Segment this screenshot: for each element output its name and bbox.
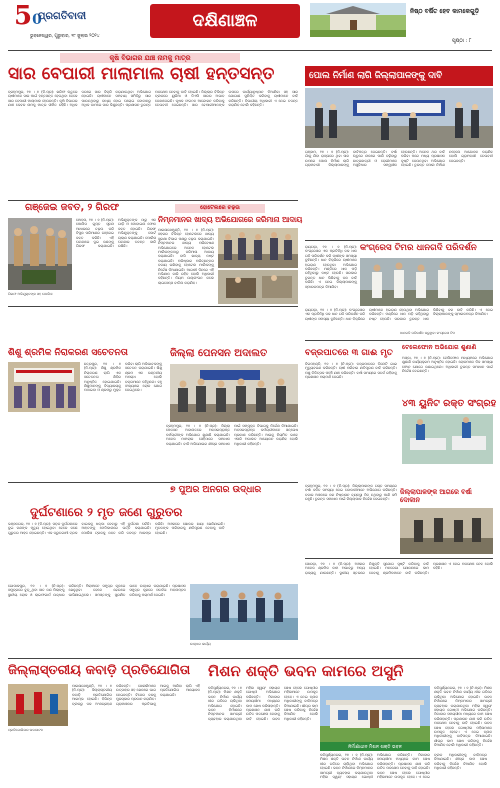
paper-name: ପ୍ରଗତିବାଦୀ <box>38 11 87 22</box>
ganja-photo-art <box>8 218 72 290</box>
congress-body-2: ରାୟଗଡ଼ା, ୧୭ । ୭ (ନି.ପ୍ର): କଂଗ୍ରେସର ଏକ ପ୍ରତିନିଧି ଦଳ ଧାନ ଗଦି ପରିଦର୍ଶନ କରି ଚାଷୀଙ୍କ ସମସ୍ୟା ବୁଝିଛନ୍ତି। ଧାନ ବିକ୍ରିରେ ଚାଷୀମାନେ ହଇରାଣ ହେଉଥିବା ଅଭିଯୋଗ କରିଛନ୍ତି। ମଣ୍ଡିରେ ଧାନ ପଡ଼ି ରହିଥିବାରୁ ନଷ୍ଟ ହେଉଛି। ସରକାର ତୁରନ୍ତ ଧାନ କିଣିବାକୁ ଦଳ ଦାବି କରିଛି। ଏ ନେଇ ଜିଲ୍ଲାପାଳଙ୍କୁ ସ୍ମାରକପତ୍ର ଦିଆଯିବ। <box>305 308 493 321</box>
recent-headline: ଜିଲ୍ଲାପାଳଙ୍କ ଆଗରେ ବର୍ଷା ଦୋକାନ <box>400 488 472 504</box>
congress-headline: କଂଗ୍ରେସ ଟିମର ଧାନଗଦି ପରିଦର୍ଶନ <box>360 243 477 253</box>
bridge-body: ଗଞ୍ଜାମ, ୧୭ । ୭ (ନି.ପ୍ର): ଗାଁକୁ ଯିବା ରାସ୍ତାରେ ଥିବା ନାଳ ଉପରେ ପୋଲ ନିର୍ମାଣ ଲାଗି ଗ୍ରାମବାସୀ ଜିଲ୍ଲାପାଳଙ୍କୁ ଦାବିପତ୍ର ଦେଇଛନ୍ତି। ବର୍ଷା ଋତୁରେ ନାଳରେ ପାଣି ବଢ଼ିବାରୁ ଛାତ୍ରଛାତ୍ରୀ ଓ ରୋଗୀମାନେ ଅସୁବିଧାର ସମ୍ମୁଖୀନ ହେଉଛନ୍ତି। ଅନେକ ଥର ଦାବି କରିବା ପରେ ମଧ୍ୟ ପ୍ରଶାସନ ଦୃଷ୍ଟି ଦେଉନଥିବା ଅଭିଯୋଗ ହୋଇଛି। ତୁରନ୍ତ ପୋଲ ନିର୍ମାଣ ନହେଲେ ଆନ୍ଦୋଳନ କରାଯିବ ବୋଲି ଗ୍ରାମବାସୀ ଚେତାବନୀ ଦେଇଛନ୍ତି। <box>305 150 493 168</box>
rescue-photo-art <box>190 584 298 640</box>
blood-headline: ୪୩ ୟୁନିଟ ରକ୍ତ ସଂଗ୍ରହ <box>402 398 497 409</box>
bridge-banner <box>305 66 493 86</box>
kabaddi-photo-art <box>8 684 68 726</box>
mission-photo <box>320 686 430 742</box>
rule-congress <box>305 240 493 241</box>
injured-body: ଦିଗପହଣ୍ଡି, ୧୭ । ୭ (ନି.ପ୍ର): ବଜ୍ରପାତରେ ତିନୋଟି ଗାଈ ମୃତ୍ୟୁବରଣ କରିଛନ୍ତି। ଚାଷୀ ପରିବାର କ୍ଷତିପୂରଣ ଦାବି କରିଛନ୍ତି। ପଶୁ ଚିକିତ୍ସକ ପହଞ୍ଚି ଯାଞ୍ଚ କରିଛନ୍ତି। ବର୍ଷା ସମୟରେ ସତର୍କ ରହିବାକୁ ପ୍ରଶାସନ ପରାମର୍ଶ ଦେଇଛି। <box>305 362 397 380</box>
child-photo-art <box>8 362 80 412</box>
kicker-top <box>60 53 240 63</box>
child-body: ଛତ୍ରପୁର, ୧୭ । ୭ (ନି.ପ୍ର): ଶିଶୁ ଶ୍ରମିକ ନିରାକରଣ ଲାଗି ଏକ ସଚେତନତା ଶିବିର ଅନୁଷ୍ଠିତ ହୋଇଯାଇଛି। ଶିଶୁମାନଙ୍କୁ ବିଦ୍ୟାଳୟକୁ ପଠାଇବା ଓ ଶ୍ରମରୁ ମୁକ୍ତ କରିବା ଲାଗି ଅଭିଭାବକଙ୍କୁ ସଚେତନ କରାଯାଇଛି। ଶିଶୁ ଶ୍ରମ ଏକ ଦଣ୍ଡନୀୟ ଅପରାଧ ବୋଲି ବକ୍ତାମାନେ କହିଥିଲେ। ବହୁ ସଂଖ୍ୟାରେ ଲୋକ ଯୋଗ ଦେଇଥିଲେ। <box>84 362 162 393</box>
workers-body: ସୋରଡ଼ା, ୧୭ । ୭ (ନି.ପ୍ର): ଅଞ୍ଚଳର ଅନେକ ଶ୍ରମିକ କାମ ଅଭାବରୁ ଅନ୍ୟ ରାଜ୍ୟକୁ ଯାଉଛନ୍ତି। ସ୍ଥାନୀୟ ସ୍ତରରେ ନିଯୁକ୍ତି ସୁଯୋଗ ସୃଷ୍ଟି କରିବାକୁ ଦାବି ହୋଇଛି। ମନରେଗା ଯୋଜନାରେ କାମ ଦେବାକୁ ଶ୍ରମିକମାନେ ଦାବି କରିଛନ୍ତି। ପ୍ରଶାସନ ଏ ନେଇ ପଦକ୍ଷେପ ନେବ ବୋଲି କହିଛି। <box>305 562 493 575</box>
congress-photo-art <box>360 258 493 306</box>
page-number: ପୃଷ୍ଠା : ୮ <box>452 38 472 44</box>
pension-photo-art <box>170 364 298 422</box>
blood-photo <box>402 414 493 464</box>
lead-body: ବ୍ରହ୍ମପୁର, ୧୭ । ୭ (ନି.ପ୍ର): ଖରିଫ ଋତୁରେ ଚାଷୀମାନେ ସାର ପାଇଁ ହନ୍ତସନ୍ତ ହେଉଥିବା ବେଳେ ସାର ବେପାରୀ ମାଲାମାଲ ହେଉଛନ୍ତି। କୃଷି ବିଭାଗର ଯାଞ୍ଚ କେବଳ ନାମକୁ ମାତ୍ର ସୀମିତ ରହିଛି। ଅଧିକ ଦରରେ ସାର ବିକ୍ରି କରାଯାଉଥିବା ଅଭିଯୋଗ ହୋଇଛି। ଚାଷୀମାନେ ସମବାୟ ସମିତିରୁ ସାର ପାଉନଥିବାରୁ ବାଧ୍ୟ ହୋଇ ଘରୋଇ ଦୋକାନରୁ ଅଧିକ ଦାମରେ ସାର କିଣୁଛନ୍ତି। ପ୍ରଶାସନ ତୁରନ୍ତ ପଦକ୍ଷେପ ନେବାକୁ ଦାବି ହୋଇଛି। ଜିଲ୍ଲାର ବିଭିନ୍ନ ବ୍ଲକରେ ୟୁରିଆ ଓ ଡିଏପି ସାରର ଅଭାବ ଦେଖାଦେଇଛି। କୃଷକ ସଂଗଠନ ଆନ୍ଦୋଳନ କରିବାକୁ ଚେତାବନୀ ଦେଇଛନ୍ତି। ସାର ବେପାରୀମାନଙ୍କ ଉପରେ କାର୍ଯ୍ୟାନୁଷ୍ଠାନ ନିଆଯିବା ସହ ସାର ଯୋଗାଣ ସୁନିଶ୍ଚିତ କରିବାକୁ ଚାଷୀମାନେ ଦାବି କରିଛନ୍ତି। ବିଭାଗୀୟ ଅଧିକାରୀ ଏ ନେଇ ତଦନ୍ତ କରାଯିବ ବୋଲି କହିଛନ୍ତି। <box>8 90 298 108</box>
accident-headline: ଦୁର୍ଘଟଣାରେ ୨ ମୃତ ଜଣେ ଗୁରୁତର <box>30 505 183 519</box>
mission-body-3: କବିସୂର୍ଯ୍ୟନଗର, ୧୭ । ୭ (ନି.ପ୍ର): ମିଶନ ଶକ୍ତି ଭବନ ନିର୍ମାଣ କାର୍ଯ୍ୟ ଧୀର ଗତିରେ ଚାଲିଥିବା ଅଭିଯୋଗ ହୋଇଛି। ଭବନ ନିର୍ମାଣରେ ନିମ୍ନମାନର ସାମଗ୍ରୀ ବ୍ୟବହାର କରାଯାଉଥିବା ମହିଳା ସ୍ୱୟଂ ସହାୟକ ଗୋଷ୍ଠୀ ଅଭିଯୋଗ କରିଛନ୍ତି। ଠିକାଦାର ସମୟସୀମା ମଧ୍ୟରେ କାମ ଶେଷ କରିନାହାନ୍ତି। ପ୍ରଶାସନ ଯାଞ୍ଚ କରି ଉଚିତ ପଦକ୍ଷେପ ନେବାକୁ ଦାବି ହୋଇଛି। ଭବନ ଶେଷ ହେଲେ ଗୋଷ୍ଠୀର ମହିଳାମାନେ ଉପକୃତ ହେବେ। ଏ ନେଇ ବ୍ଲକ ଅଧିକାରୀଙ୍କୁ ଦାବିପତ୍ର ଦିଆଯାଇଛି। ଶୀଘ୍ର କାମ ଶେଷ କରିବାକୁ ନିର୍ଦ୍ଦେଶ ଦିଆଯିବ ବୋଲି ଅଧିକାରୀ କହିଛନ୍ତି। <box>434 686 492 748</box>
mission-caption: ନିର୍ମାଣାଧୀନ ମିଶନ ଶକ୍ତି ଭବନ <box>348 744 402 750</box>
mission-headline: ମିଶନ ଶକ୍ତି ଭବନ କାମରେ ଅସୁନି <box>208 662 404 680</box>
section-banner <box>150 4 300 38</box>
masthead <box>0 0 500 50</box>
food-photo-2 <box>218 270 298 304</box>
kabaddi-caption: ପ୍ରତିଯୋଗିତାର ଉଦଘାଟନ <box>8 728 43 732</box>
ad-photo <box>310 3 406 37</box>
kabaddi-photo <box>8 684 68 726</box>
blood-photo-art <box>402 414 493 464</box>
dateline: ଭୁବନେଶ୍ୱର, ଗୁରୁବାର, ୧୮ ଜୁଲାଇ ୨୦୨୪ <box>30 34 100 39</box>
food-photo-art <box>218 228 298 268</box>
bridge-photo-art <box>305 88 493 148</box>
congress-photo <box>360 258 493 306</box>
food-photo <box>218 228 298 268</box>
congress-body: ରାୟଗଡ଼ା, ୧୭ । ୭ (ନି.ପ୍ର): କଂଗ୍ରେସର ଏକ ପ୍ରତିନିଧି ଦଳ ଧାନ ଗଦି ପରିଦର୍ଶନ କରି ଚାଷୀଙ୍କ ସମସ୍ୟା ବୁଝିଛନ୍ତି। ଧାନ ବିକ୍ରିରେ ଚାଷୀମାନେ ହଇରାଣ ହେଉଥିବା ଅଭିଯୋଗ କରିଛନ୍ତି। ମଣ୍ଡିରେ ଧାନ ପଡ଼ି ରହିଥିବାରୁ ନଷ୍ଟ ହେଉଛି। ସରକାର ତୁରନ୍ତ ଧାନ କିଣିବାକୁ ଦଳ ଦାବି କରିଛି। ଏ ନେଇ ଜିଲ୍ଲାପାଳଙ୍କୁ ସ୍ମାରକପତ୍ର ଦିଆଯିବ। <box>305 245 357 289</box>
hotel-kicker-text: ହୋଟେଲରେ ଚଢ଼ଉ <box>200 205 240 211</box>
kabaddi-headline: ଜିଲ୍ଲାସ୍ତରୀୟ କବାଡ଼ି ପ୍ରତିଯୋଗିତା <box>8 663 191 678</box>
congress-caption: ଧାନଗଦି ପରିଦର୍ଶନ କରୁଥିବା କଂଗ୍ରେସ ଟିମ <box>400 331 455 335</box>
child-headline: ଶିଶୁ ଶ୍ରମିକ ନିରାକରଣ ସଚେତନତା <box>8 348 128 358</box>
lead-headline: ସାର ବେପାରୀ ମାଲାମାଲ ଚାଷୀ ହନ୍ତସନ୍ତ <box>8 64 275 84</box>
hotel-kicker <box>175 204 265 213</box>
rescue-headline: ୭ ପୁଅର ଅନଗର ଉଦ୍ଧାର <box>170 485 262 495</box>
rule-child <box>8 306 298 307</box>
child-photo <box>8 362 80 412</box>
ganja-caption: ଗିରଫ ଅଭିଯୁକ୍ତଙ୍କ ସହ ପୋଲିସ <box>8 292 53 296</box>
pension-body: ବ୍ରହ୍ମପୁର, ୧୭ । ୭ (ନି.ପ୍ର): ଜିଲ୍ଲା ପେନସନ ଅଦାଲତରେ ଅବସରପ୍ରାପ୍ତ କର୍ମଚାରୀଙ୍କ ଅଭିଯୋଗ ଶୁଣାଣି କରାଯାଇଛି। ଅନେକ ମାମଲାର ସେହିଠାରେ ସମାଧାନ କରାଯାଇଛି। ବାକି ଅଭିଯୋଗର ଶୀଘ୍ର ସମାଧାନ ପାଇଁ ସମ୍ପୃକ୍ତ ବିଭାଗକୁ ନିର୍ଦ୍ଦେଶ ଦିଆଯାଇଛି। ଅବସରପ୍ରାପ୍ତ କର୍ମଚାରୀମାନେ ସନ୍ତୋଷ ପ୍ରକାଶ କରିଛନ୍ତି। ଆଗକୁ ନିୟମିତ ଭାବେ ଏପରି ଅଦାଲତ ଆୟୋଜନ କରାଯିବ ବୋଲି ଅଧିକାରୀ କହିଛନ୍ତି। <box>166 424 298 446</box>
mission-caption-bar <box>320 742 430 751</box>
recent-photo-art <box>400 508 493 554</box>
kabaddi-body: ପାରଳାଖେମୁଣ୍ଡି, ୧୭ । ୭ (ନି.ପ୍ର): ଜିଲ୍ଲାସ୍ତରୀୟ କବାଡ଼ି ପ୍ରତିଯୋଗିତା ଆରମ୍ଭ ହୋଇଛି। ବିଭିନ୍ନ ବ୍ଲକରୁ ଦଳ ଅଂଶଗ୍ରହଣ କରିଛନ୍ତି। ଖେଳାଳିମାନେ ଉତ୍ସାହର ସହ ଖେଳରେ ଭାଗ ନେଇଛନ୍ତି। ବିଜେତା ଦଳକୁ ପୁରସ୍କାର ପ୍ରଦାନ କରାଯିବ। ଗ୍ରାମାଞ୍ଚଳର ପ୍ରତିଭାକୁ ଆଗକୁ ଆଣିବା ଲାଗି ଏହି ପ୍ରତିଯୋଗିତା ଆୟୋଜନ କରାଯାଇଛି। <box>72 684 200 706</box>
pension-photo <box>170 364 298 422</box>
food-body-left: ପାରଳାଖେମୁଣ୍ଡି, ୧୭ । ୭ (ନି.ପ୍ର): ସହରର ବିଭିନ୍ନ ହୋଟେଲରେ ଖାଦ୍ୟ ସୁରକ୍ଷା ବିଭାଗ ପକ୍ଷରୁ ଚଢ଼ଉ କରାଯାଇଛି। ନିମ୍ନମାନର ଖାଦ୍ୟ ପରିବେଷଣ ଅଭିଯୋଗରେ ଅନେକ ହୋଟେଲ ମାଲିକଙ୍କଠାରୁ ଜରିମାନା ଆଦାୟ କରାଯାଇଛି। ବାସି ଖାଦ୍ୟ ନଷ୍ଟ କରାଯାଇଛି। ପରିଷ୍କାର ପରିଚ୍ଛନ୍ନତା ବଜାୟ ରଖିବାକୁ ହୋଟେଲ ମାଲିକଙ୍କୁ ନିର୍ଦ୍ଦେଶ ଦିଆଯାଇଛି। ଆଗାମୀ ଦିନରେ ଏହି ଅଭିଯାନ ଜାରି ରହିବ ବୋଲି ଅଧିକାରୀ କହିଛନ୍ତି। ନିୟମ ଉଲ୍ଲଂଘନ କଲେ ଲାଇସେନ୍ସ ବାତିଲ କରାଯିବ। <box>158 228 214 285</box>
kicker-top-text: କୃଷି ବିଭାଗର ଯାଞ୍ଚ ନାମକୁ ମାତ୍ର <box>109 53 191 62</box>
mission-photo-art <box>320 686 430 742</box>
tele-body: ଅସ୍କା, ୧୭ । ୭ (ନି.ପ୍ର): ଟେଲିଫୋନ ମାଧ୍ୟମରେ ଅଭିଯୋଗ ଶୁଣାଣି କାର୍ଯ୍ୟକ୍ରମ ଅନୁଷ୍ଠିତ ହୋଇଛି। ଲୋକମାନେ ନିଜ ସମସ୍ୟା ଫୋନ ଯୋଗେ ଜଣାଇଥିଲେ। ଅଧିକାରୀ ତୁରନ୍ତ ସମାଧାନ ପାଇଁ ନିର୍ଦ୍ଦେଶ ଦେଇଛନ୍ତି। <box>402 356 493 374</box>
rescue-photo <box>190 584 298 640</box>
rule-right-mid <box>305 340 493 341</box>
ad-photo-art <box>310 3 406 37</box>
tele-headline: ଟେଲେଫୋନ ଅଭିଯୋଗ ଶୁଣାଣି <box>402 344 477 351</box>
rule-kabaddi <box>8 658 492 659</box>
food-headline: ନିମ୍ନମାନର ଖାଦ୍ୟ ଅଭିଯୋଗରେ ଜରିମାନା ଆଦାୟ <box>158 215 303 224</box>
accident-body: ଭଞ୍ଜନଗର, ୧୭ । ୭ (ନି.ପ୍ର): ସଡ଼କ ଦୁର୍ଘଟଣାରେ ଦୁଇ ଜଣଙ୍କ ମୃତ୍ୟୁ ହୋଇଥିବା ବେଳେ ଜଣେ ଗୁରୁତର ଆହତ ହୋଇଛନ୍ତି। ଏକ ଦ୍ରୁତଗାମୀ ଟ୍ରକ ବାଇକକୁ ଧକ୍କା ଦେବାରୁ ଏହି ଦୁର୍ଘଟଣା ଘଟିଛି। ଆହତଙ୍କୁ ମେଡିକାଲରେ ଭର୍ତ୍ତି କରାଯାଇଛି। ପୋଲିସ ଟ୍ରକକୁ ଜବତ କରି ତଦନ୍ତ ଆରମ୍ଭ କରିଛି। ଅଞ୍ଚଳରେ ଶୋକର ଛାୟା ଖେଳିଯାଇଛି। ମୃତକଙ୍କ ପରିବାରକୁ କ୍ଷତିପୂରଣ ଦେବାକୁ ଦାବି ହୋଇଛି। <box>8 522 225 535</box>
bridge-headline: ପୋଲ ନିର୍ମାଣ ଲାଗି ଜିଲ୍ଲାପାଳଙ୍କୁ ଦାବି <box>309 71 443 81</box>
masthead-rule <box>8 50 492 51</box>
food-photo-2-art <box>218 270 298 304</box>
recent-photo <box>400 508 493 554</box>
mission-body-2: କବିସୂର୍ଯ୍ୟନଗର, ୧୭ । ୭ (ନି.ପ୍ର): ମିଶନ ଶକ୍ତି ଭବନ ନିର୍ମାଣ କାର୍ଯ୍ୟ ଧୀର ଗତିରେ ଚାଲିଥିବା ଅଭିଯୋଗ ହୋଇଛି। ଭବନ ନିର୍ମାଣରେ ନିମ୍ନମାନର ସାମଗ୍ରୀ ବ୍ୟବହାର କରାଯାଉଥିବା ମହିଳା ସ୍ୱୟଂ ସହାୟକ ଗୋଷ୍ଠୀ ଅଭିଯୋଗ କରିଛନ୍ତି। ଠିକାଦାର ସମୟସୀମା ମଧ୍ୟରେ କାମ ଶେଷ କରିନାହାନ୍ତି। ପ୍ରଶାସନ ଯାଞ୍ଚ କରି ଉଚିତ ପଦକ୍ଷେପ ନେବାକୁ ଦାବି ହୋଇଛି। ଭବନ ଶେଷ ହେଲେ ଗୋଷ୍ଠୀର ମହିଳାମାନେ ଉପକୃତ ହେବେ। ଏ ନେଇ ବ୍ଲକ ଅଧିକାରୀଙ୍କୁ ଦାବିପତ୍ର ଦିଆଯାଇଛି। ଶୀଘ୍ର କାମ ଶେଷ କରିବାକୁ ନିର୍ଦ୍ଦେଶ ଦିଆଯିବ ବୋଲି ଅଧିକାରୀ କହିଛନ୍ତି। <box>320 753 487 780</box>
ganja-headline: ଗଞ୍ଜେଇ ଜବତ, ୨ ଗିରଫ <box>25 202 120 213</box>
mission-body: କବିସୂର୍ଯ୍ୟନଗର, ୧୭ । ୭ (ନି.ପ୍ର): ମିଶନ ଶକ୍ତି ଭବନ ନିର୍ମାଣ କାର୍ଯ୍ୟ ଧୀର ଗତିରେ ଚାଲିଥିବା ଅଭିଯୋଗ ହୋଇଛି। ଭବନ ନିର୍ମାଣରେ ନିମ୍ନମାନର ସାମଗ୍ରୀ ବ୍ୟବହାର କରାଯାଉଥିବା ମହିଳା ସ୍ୱୟଂ ସହାୟକ ଗୋଷ୍ଠୀ ଅଭିଯୋଗ କରିଛନ୍ତି। ଠିକାଦାର ସମୟସୀମା ମଧ୍ୟରେ କାମ ଶେଷ କରିନାହାନ୍ତି। ପ୍ରଶାସନ ଯାଞ୍ଚ କରି ଉଚିତ ପଦକ୍ଷେପ ନେବାକୁ ଦାବି ହୋଇଛି। ଭବନ ଶେଷ ହେଲେ ଗୋଷ୍ଠୀର ମହିଳାମାନେ ଉପକୃତ ହେବେ। ଏ ନେଇ ବ୍ଲକ ଅଧିକାରୀଙ୍କୁ ଦାବିପତ୍ର ଦିଆଯାଇଛି। ଶୀଘ୍ର କାମ ଶେଷ କରିବାକୁ ନିର୍ଦ୍ଦେଶ ଦିଆଯିବ ବୋଲି ଅଧିକାରୀ କହିଛନ୍ତି। <box>208 686 318 721</box>
rule-accident <box>8 482 298 483</box>
section-title: ଦକ୍ଷିଣାଞ୍ଚଳ <box>192 11 258 31</box>
ganja-photo <box>8 218 72 290</box>
ad-text: ନିଷ୍ଠ ବର୍ଷିତ ହେବ କାମକେଗୁଡ଼ି <box>410 8 480 15</box>
rescue-body: ଗୋପାଳପୁର, ୧୭ । ୭ (ନି.ପ୍ର): ସମୁଦ୍ରରେ ବୁଡ଼ୁଥିବା ସାତ ଜଣ ପିଲାଙ୍କୁ ସ୍ଥାନୀୟ ଲୋକ ଓ ଲାଇଫଗାର୍ଡ ଉଦ୍ଧାର କରିଛନ୍ତି। ପିଲାମାନେ ସମୁଦ୍ର କୂଳରେ ଖେଳୁଥିବା ବେଳେ ଢେଉରେ ଭାସିଯାଇଥିଲେ। ସମସ୍ତଙ୍କୁ ସୁରକ୍ଷିତ ଭାବେ ଉଦ୍ଧାର କରାଯାଇଛି। ପ୍ରଶାସନ ସମୁଦ୍ର କୂଳରେ ସତର୍କତା ଅବଲମ୍ବନ କରିବାକୁ ପରାମର୍ଶ ଦେଇଛି। <box>8 584 186 597</box>
ganja-body: ମୋହନା, ୧୭ । ୭ (ନି.ପ୍ର): ପୋଲିସ ଗୁପ୍ତ ସୂଚନା ଆଧାରରେ ଚଢ଼ଉ କରି ବିପୁଳ ପରିମାଣର ଗଞ୍ଜେଇ ଜବତ କରିଛି। ଏହି ଘଟଣାରେ ଦୁଇ ଜଣଙ୍କୁ ଗିରଫ କରାଯାଇଛି। ଅଭିଯୁକ୍ତଙ୍କ ଠାରୁ ଏକ ଗାଡ଼ି ଓ ମୋବାଇଲ ଫୋନ ଜବତ ହୋଇଛି। ଗିରଫ ଅଭିଯୁକ୍ତଙ୍କୁ କୋର୍ଟ ଚାଲାଣ କରାଯାଇଛି। ପୋଲିସ ଘଟଣାର ତଦନ୍ତ ଜାରି ରଖିଛି। <box>76 218 156 249</box>
recent-body: ବ୍ରହ୍ମପୁର, ୧୭ । ୭ (ନି.ପ୍ର): ଜିଲ୍ଲାପାଳଙ୍କ ଗସ୍ତ ସମୟରେ ବର୍ଷା ଜନିତ ସମସ୍ୟା ନେଇ ଦୋକାନୀମାନେ ଅଭିଯୋଗ କରିଛନ୍ତି। ବଜାର ଅଞ୍ଚଳରେ ଜଳ ନିଷ୍କାସନ ବ୍ୟବସ୍ଥା ଠିକ ନଥିବାରୁ ପାଣି ଜମି ରହୁଛି। ତୁରନ୍ତ ସମାଧାନ ପାଇଁ ଜିଲ୍ଲାପାଳ ନିର୍ଦ୍ଦେଶ ଦେଇଛନ୍ତି। <box>305 484 397 502</box>
bridge-photo <box>305 88 493 148</box>
rescue-caption: ଉଦ୍ଧାର କାର୍ଯ୍ୟ <box>190 642 211 646</box>
logo-number: 5 <box>14 1 33 31</box>
rule-workers <box>305 558 493 559</box>
injured-headline: ବଜ୍ରପାତରେ ୩ ଗାଈ ମୃତ <box>305 348 393 358</box>
logo-sub: 0 <box>32 12 42 28</box>
rule-ganja <box>8 200 298 201</box>
pension-headline: ଜିଲ୍ଲା ପେନସନ ଅଦାଲତ <box>170 348 268 359</box>
